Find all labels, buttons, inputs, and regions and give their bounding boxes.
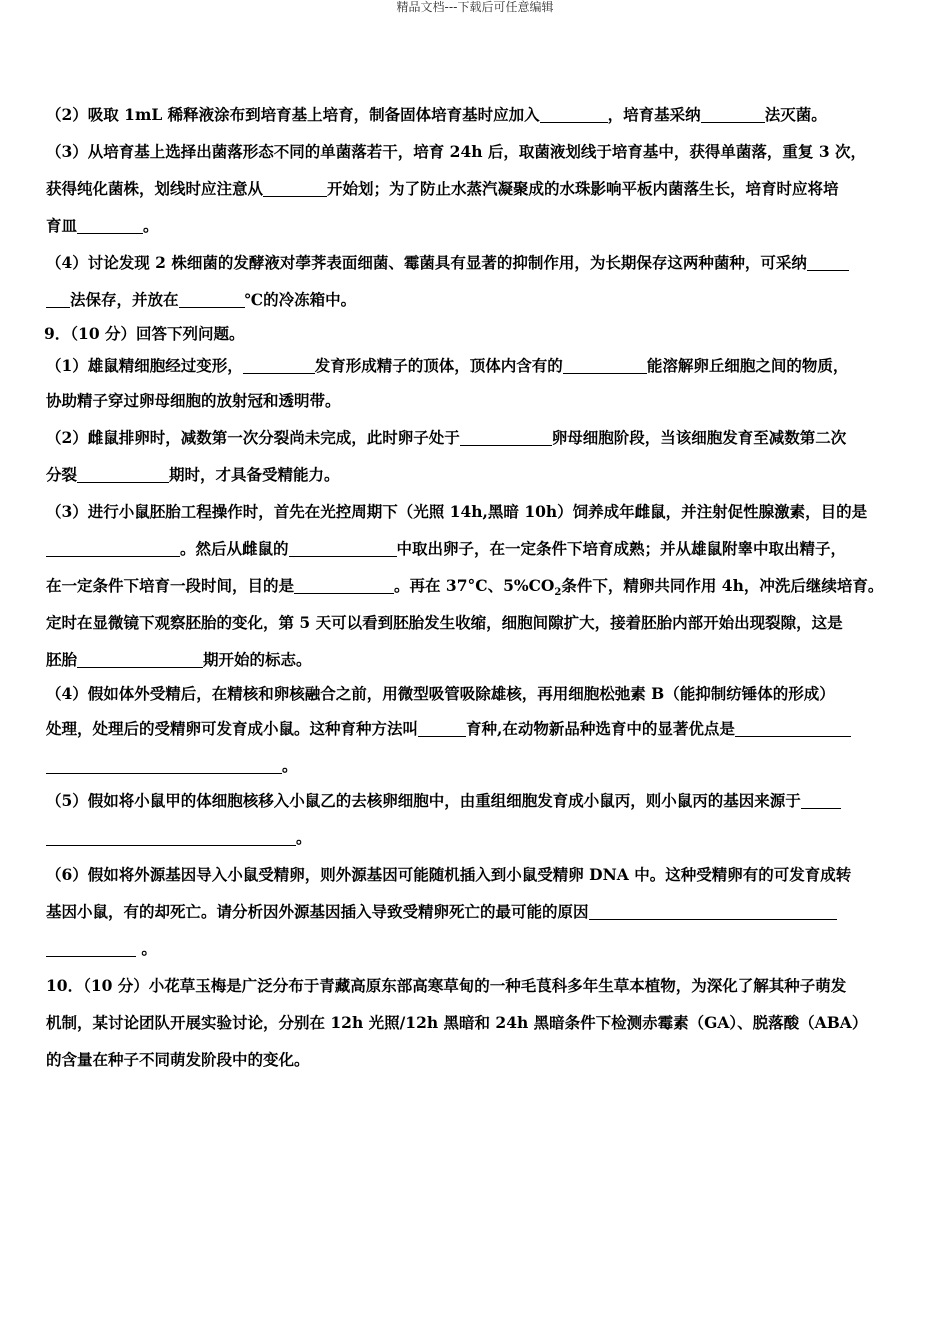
text-segment: ℃的冷冻箱中。 xyxy=(244,290,357,309)
text-segment: （3）从培育基上选择出菌落形态不同的单菌落若干，培育 24h 后，取菌液划线于培育基中，获得单菌落，重复 3 次， xyxy=(46,142,866,161)
text-segment: （1）雄鼠精细胞经过变形， xyxy=(46,356,243,375)
text-line xyxy=(46,1041,908,1078)
text-segment: 法保存，并放在 xyxy=(70,290,179,309)
answer-blank xyxy=(46,290,70,308)
text-segment: 。 xyxy=(296,828,312,847)
answer-blank xyxy=(243,356,315,374)
text-line xyxy=(46,244,908,281)
text-line xyxy=(46,893,908,930)
answer-blank xyxy=(563,356,647,374)
text-segment: 机制，某讨论团队开展实验讨论，分别在 12h 光照/12h 黑暗和 24h 黑暗条件下检测赤霉素（GA）、脱落酸（ABA） xyxy=(46,1013,868,1032)
text-segment: 发育形成精子的顶体，顶体内含有的 xyxy=(314,356,563,375)
text-segment: 。 xyxy=(136,939,157,958)
text-segment: 育皿 xyxy=(46,216,78,235)
text-line xyxy=(46,567,908,604)
text-segment: 分裂 xyxy=(46,465,78,484)
text-segment: 。 xyxy=(282,756,298,775)
text-line xyxy=(46,419,908,456)
text-line xyxy=(46,710,908,747)
text-line xyxy=(46,96,908,133)
text-segment: 定时在显微镜下观察胚胎的变化，第 5 天可以看到胚胎发生收缩，细胞间隙扩大，接着胚胎内部开始出现裂隙，这是 xyxy=(46,613,843,632)
page-header: 精品文档---下载后可任意编辑 xyxy=(396,0,554,14)
text-segment: （3）进行小鼠胚胎工程操作时，首先在光控周期下（光照 14h,黑暗 10h）饲养成年雌鼠，并注射促性腺激素，目的是 xyxy=(46,502,868,521)
text-segment: 卵母细胞阶段，当该细胞发育至减数第二次 xyxy=(551,428,847,447)
answer-blank xyxy=(289,539,397,557)
text-segment: 。然后从雌鼠的 xyxy=(180,539,289,558)
text-segment: （4）讨论发现 2 株细菌的发酵液对荸荠表面细菌、霉菌具有显著的抑制作用，为长期保存这两种菌种，可采纳 xyxy=(46,253,807,272)
text-segment: 中取出卵子，在一定条件下培育成熟；并从雄鼠附睾中取出精子， xyxy=(396,539,847,558)
answer-blank xyxy=(589,902,837,920)
answer-blank xyxy=(294,576,394,594)
text-segment: 期开始的标志。 xyxy=(203,650,312,669)
text-segment: 期时，才具备受精能力。 xyxy=(169,465,340,484)
answer-blank xyxy=(77,465,169,483)
answer-blank xyxy=(701,105,765,123)
text-line xyxy=(46,1004,908,1041)
text-segment: （5）假如将小鼠甲的体细胞核移入小鼠乙的去核卵细胞中，由重组细胞发育成小鼠丙，则小鼠丙的基因来源于 xyxy=(46,791,801,810)
document-body xyxy=(46,96,908,1078)
answer-blank xyxy=(735,719,851,737)
answer-blank xyxy=(77,216,143,234)
text-segment: 。 xyxy=(143,216,159,235)
text-line xyxy=(46,133,908,170)
text-line xyxy=(46,170,908,207)
text-line xyxy=(46,350,908,382)
text-line xyxy=(46,678,908,710)
text-segment: 处理，处理后的受精卵可发育成小鼠。这种育种方法叫 xyxy=(46,719,419,738)
text-segment: 能溶解卵丘细胞之间的物质， xyxy=(646,356,849,375)
answer-blank xyxy=(418,719,466,737)
text-line xyxy=(46,207,908,244)
answer-blank xyxy=(46,539,180,557)
text-segment: 基因小鼠，有的却死亡。请分析因外源基因插入导致受精卵死亡的最可能的原因 xyxy=(46,902,589,921)
text-segment: 开始划；为了防止水蒸汽凝聚成的水珠影响平板内菌落生长，培育时应将培 xyxy=(327,179,839,198)
text-segment: （4）假如体外受精后，在精核和卵核融合之前，用微型吸管吸除雄核，再用细胞松弛素 B（能抑制纺锤体的形成） xyxy=(46,684,835,703)
text-segment: 条件下，精卵共同作用 4h，冲洗后继续培育。 xyxy=(561,576,884,595)
text-line xyxy=(46,281,908,318)
question-heading xyxy=(46,967,908,1004)
text-line xyxy=(46,530,908,567)
answer-blank xyxy=(801,791,841,809)
text-segment: 。再在 37°C、5%CO xyxy=(394,576,555,595)
subscript: 2 xyxy=(554,587,562,599)
text-line xyxy=(46,382,908,419)
text-segment: 在一定条件下培育一段时间，目的是 xyxy=(46,576,295,595)
text-segment: 育种,在动物新品种选育中的显著优点是 xyxy=(466,719,735,738)
text-line xyxy=(46,493,908,530)
text-line xyxy=(46,856,908,893)
answer-blank xyxy=(179,290,245,308)
text-line xyxy=(46,782,908,819)
answer-blank xyxy=(263,179,327,197)
answer-blank xyxy=(46,939,136,957)
text-segment: （2）吸取 1mL 稀释液涂布到培育基上培育，制备固体培育基时应加入 xyxy=(46,105,540,124)
text-line xyxy=(46,819,908,856)
text-segment: 法灭菌。 xyxy=(764,105,827,124)
answer-blank xyxy=(46,756,282,774)
text-line xyxy=(46,604,908,641)
answer-blank xyxy=(460,428,552,446)
answer-blank xyxy=(46,828,296,846)
text-segment: （2）雌鼠排卵时，减数第一次分裂尚未完成，此时卵子处于 xyxy=(46,428,460,447)
text-segment: 10．（10 分）小花草玉梅是广泛分布于青藏高原东部高寒草甸的一种毛茛科多年生草本植物，为深化了解其种子萌发 xyxy=(46,976,847,995)
text-line xyxy=(46,641,908,678)
question-heading xyxy=(44,318,908,350)
text-segment: 胚胎 xyxy=(46,650,78,669)
text-segment: （6）假如将外源基因导入小鼠受精卵，则外源基因可能随机插入到小鼠受精卵 DNA 中。这种受精卵有的可发育成转 xyxy=(46,865,852,884)
text-segment: ，培育基采纳 xyxy=(607,105,701,124)
text-line xyxy=(46,456,908,493)
text-line xyxy=(46,747,908,784)
text-line xyxy=(46,930,908,967)
text-segment: 的含量在种子不同萌发阶段中的变化。 xyxy=(46,1050,310,1069)
text-segment: 获得纯化菌株，划线时应注意从 xyxy=(46,179,264,198)
answer-blank xyxy=(77,650,203,668)
text-segment: 9．（10 分）回答下列问题。 xyxy=(44,324,245,343)
answer-blank xyxy=(807,253,849,271)
answer-blank xyxy=(540,105,608,123)
text-segment: 协助精子穿过卵母细胞的放射冠和透明带。 xyxy=(46,391,341,410)
